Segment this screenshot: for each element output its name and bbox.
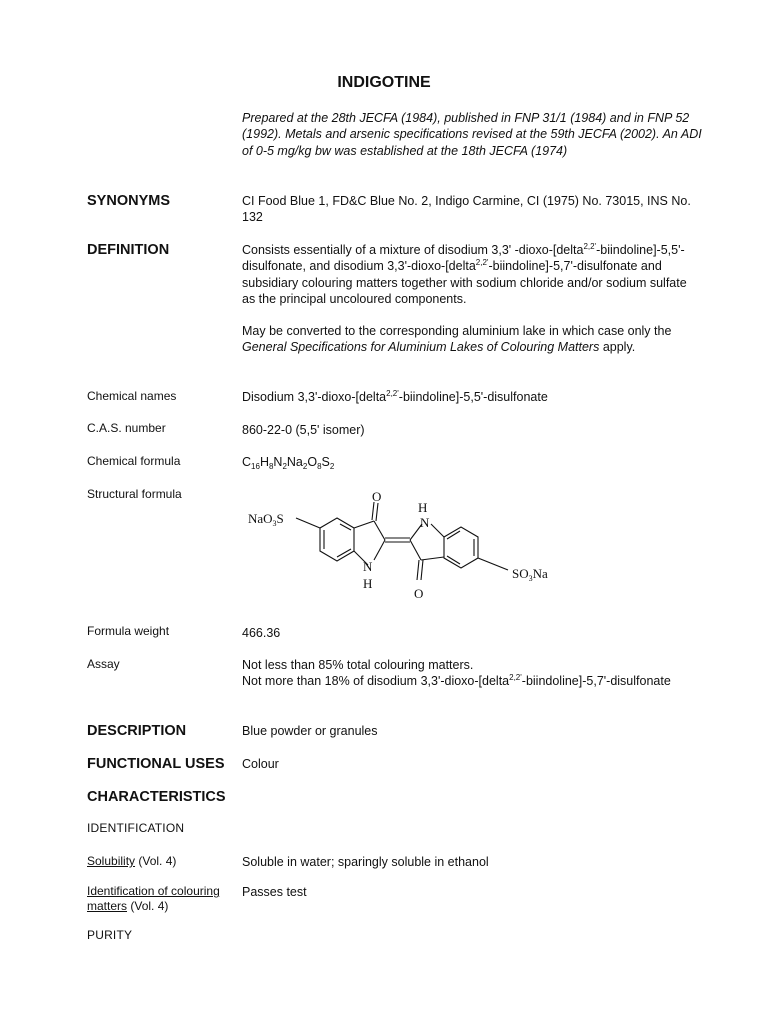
sulfonate-group-left: NaO$_3$S [248,511,284,528]
nitrogen-atom-right: N [420,515,430,530]
element-count: 2 [302,462,308,471]
left-ring-bond [374,540,385,560]
left-benzene-ring [320,518,354,561]
page-title: INDIGOTINE [337,74,431,91]
chemical-formula-label: Chemical formula [87,454,181,468]
left-ring-bond [354,521,374,528]
solubility-volume: (Vol. 4) [135,854,177,868]
solubility-link[interactable]: Solubility [87,854,136,868]
nitrogen-atom-left: N [363,559,373,574]
element-symbol: N [273,455,283,469]
definition-paragraph-2 [242,323,702,356]
structural-formula-label: Structural formula [87,487,182,501]
left-carbonyl-bond [372,502,374,520]
description-label: DESCRIPTION [87,723,187,739]
element-count: 8 [317,462,322,471]
intro-paragraph: Prepared at the 28th JECFA (1984), published in FNP 31/1 (1984) and in FNP 52 (1992). Metals and arsenic specifications revised at the 59th JECFA (2002). An ADI of 0-5 mg/kg bw was established at the 18th JECFA (1974) [242,111,702,158]
definition-text: May be converted to the corresponding aluminium lake in which case only the [242,324,672,338]
right-ring-double-bond [447,531,460,539]
identification-colouring-label [87,884,232,914]
definition-text: -biindoline]-5,7'-disulfonate and subsidiary colouring matters together with sodium chloride and/or sodium sulfate as the principal uncoloured components. [242,259,687,306]
assay-line: Not less than 85% total colouring matters. [242,658,474,672]
right-ring-bond [431,524,444,537]
left-sulfonate-bond [296,518,320,528]
right-ring-bond [410,540,421,560]
purity-heading: PURITY [87,928,133,942]
molecule-bonds [296,502,508,580]
description-value: Blue powder or granules [242,724,378,738]
cas-number-label: C.A.S. number [87,421,166,435]
characteristics-label: CHARACTERISTICS [87,789,226,805]
assay-value [242,657,702,690]
assay-superscript: 2,2' [509,673,522,683]
formula-weight-value: 466.36 [242,626,281,640]
definition-superscript: 2,2' [475,258,489,268]
element-count: 2 [282,462,287,471]
functional-uses-value: Colour [242,757,279,771]
cas-number-value: 860-22-0 (5,5' isomer) [242,423,365,437]
chemical-name-text: Disodium 3,3'-dioxo-[delta [242,390,387,404]
right-benzene-ring [444,527,478,568]
chemical-names-value [242,389,702,405]
definition-text: apply. [599,340,636,355]
functional-uses-label: FUNCTIONAL USES [87,756,225,772]
structural-formula-diagram [240,488,548,613]
identification-colouring-value: Passes test [242,885,307,899]
definition-text: -biindoline]-5,5'-disulfonate, and disodium 3,3'-dioxo-[delta [242,243,685,274]
right-carbonyl-bond [417,560,419,580]
identification-colouring-link[interactable]: Identification of colouring matters [87,884,220,913]
element-symbol: S [321,455,330,469]
element-count: 16 [251,462,260,471]
element-symbol: H [259,455,269,469]
element-symbol: C [242,455,252,469]
hydrogen-atom-left: H [363,576,373,591]
left-carbonyl-bond [376,503,378,521]
chemical-name-superscript: 2,2' [386,389,399,398]
formula-weight-label: Formula weight [87,624,170,638]
general-specifications-reference: General Specifications for Aluminium Lakes of Colouring Matters [242,340,600,355]
element-symbol: Na [286,455,303,469]
assay-line [242,673,702,689]
definition-paragraph-1 [242,242,702,307]
element-symbol: O [307,455,318,469]
chemical-names-label: Chemical names [87,389,177,403]
oxygen-atom-bottom: O [414,586,424,601]
sulfonate-group-right: $SO_3Na$ [512,566,548,583]
right-sulfonate-bond [478,558,508,570]
identification-heading: IDENTIFICATION [87,821,185,835]
definition-text: Consists essentially of a mixture of disodium 3,3' -dioxo-[delta [242,243,584,257]
synonyms-value: CI Food Blue 1, FD&C Blue No. 2, Indigo Carmine, CI (1975) No. 73015, INS No. 132 [242,194,691,225]
right-ring-bond [421,557,444,560]
chemical-formula-value [242,454,702,470]
element-count: 2 [329,462,335,471]
left-ring-double-bond [337,549,351,557]
left-ring-bond [374,521,385,540]
assay-text: -biindoline]-5,7'-disulfonate [521,674,671,689]
assay-text: Not more than 18% of disodium 3,3'-dioxo-[delta [242,674,510,689]
chemical-name-text: -biindoline]-5,5'-disulfonate [398,390,548,404]
right-ring-double-bond [447,556,460,564]
solubility-value: Soluble in water; sparingly soluble in ethanol [242,855,489,869]
definition-label: DEFINITION [87,242,170,258]
hydrogen-atom-right: H [418,500,428,515]
element-count: 8 [268,462,274,471]
definition-superscript: 2,2' [583,242,597,251]
oxygen-atom-top: O [372,489,382,504]
identification-volume: (Vol. 4) [127,899,169,913]
solubility-label [87,854,176,868]
synonyms-label: SYNONYMS [87,193,170,209]
assay-label: Assay [87,657,120,671]
right-carbonyl-bond [421,560,423,580]
